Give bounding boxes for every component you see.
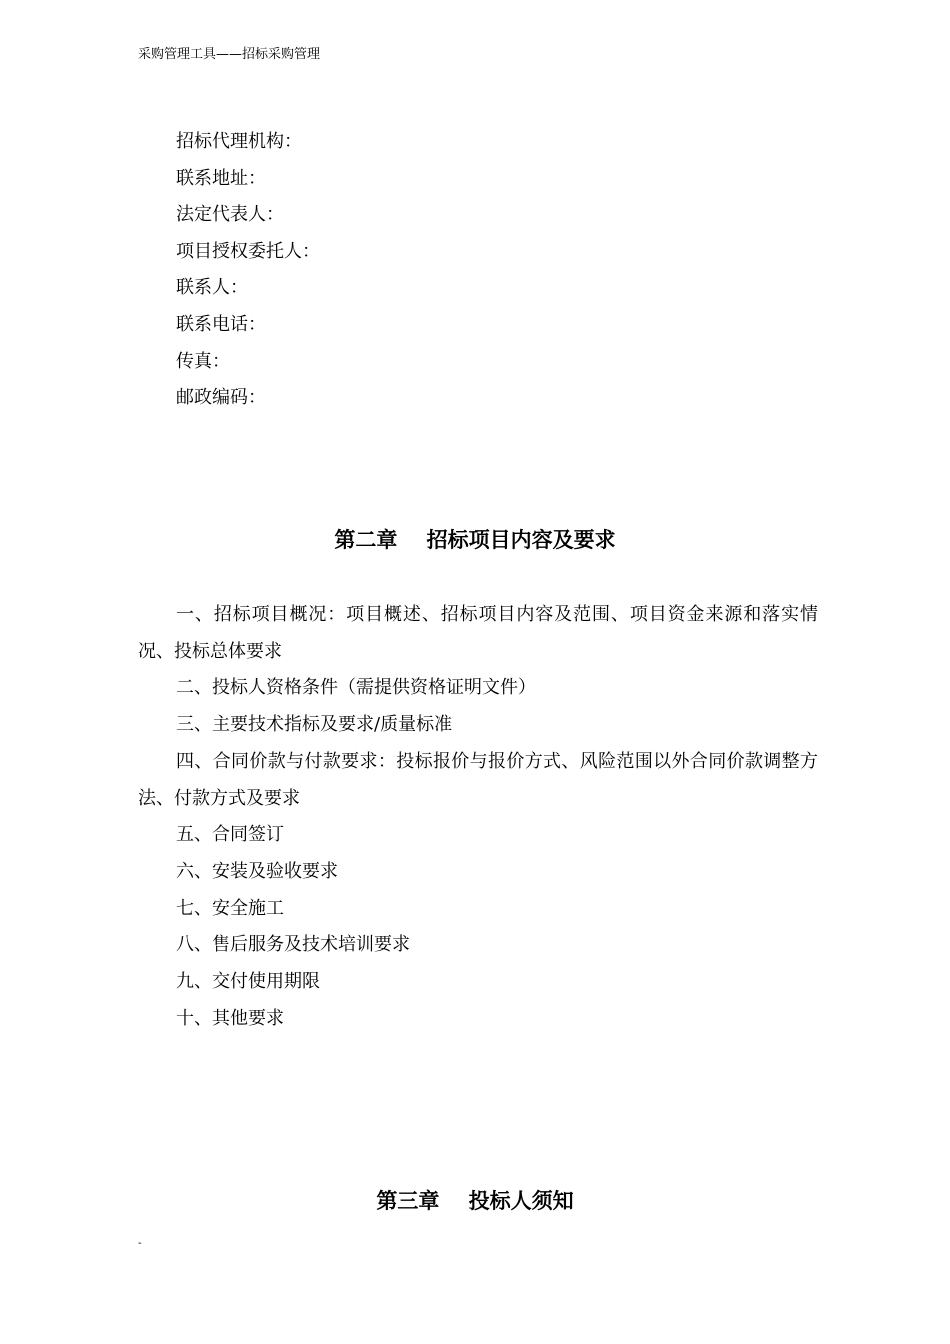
field-fax: 传真： xyxy=(176,350,230,372)
section-item: 三、主要技术指标及要求/质量标准 xyxy=(176,714,453,736)
section-item: 六、安装及验收要求 xyxy=(176,860,338,882)
section-item: 五、合同签订 xyxy=(176,824,284,846)
section-item: 二、投标人资格条件（需提供资格证明文件） xyxy=(176,677,536,699)
field-postal-code: 邮政编码： xyxy=(176,387,266,409)
chapter-2-title: 第二章 招标项目内容及要求 xyxy=(334,527,616,552)
section-item: 七、安全施工 xyxy=(176,897,284,919)
section-item: 一、招标项目概况：项目概述、招标项目内容及范围、项目资金来源和落实情况、投标总体要求 xyxy=(138,604,818,662)
section-item: 四、合同价款与付款要求：投标报价与报价方式、风险范围以外合同价款调整方法、付款方式及要求 xyxy=(138,750,818,809)
chapter-3-title: 第三章 投标人须知 xyxy=(376,1188,574,1213)
field-address: 联系地址： xyxy=(176,167,266,189)
section-item: 八、售后服务及技术培训要求 xyxy=(176,934,410,956)
page-header: 采购管理工具——招标采购管理 xyxy=(138,47,321,62)
field-legal-representative: 法定代表人： xyxy=(176,204,284,226)
field-contact-person: 联系人： xyxy=(176,277,248,299)
section-item: 九、交付使用期限 xyxy=(176,971,320,993)
field-agency: 招标代理机构： xyxy=(176,131,302,152)
footer-mark: - xyxy=(138,1238,142,1249)
chapter-2-section-list xyxy=(138,597,818,1037)
field-phone: 联系电话： xyxy=(176,313,266,335)
field-authorized-agent: 项目授权委托人： xyxy=(176,240,320,262)
section-item: 十、其他要求 xyxy=(176,1007,284,1029)
contact-field-list xyxy=(176,124,320,417)
